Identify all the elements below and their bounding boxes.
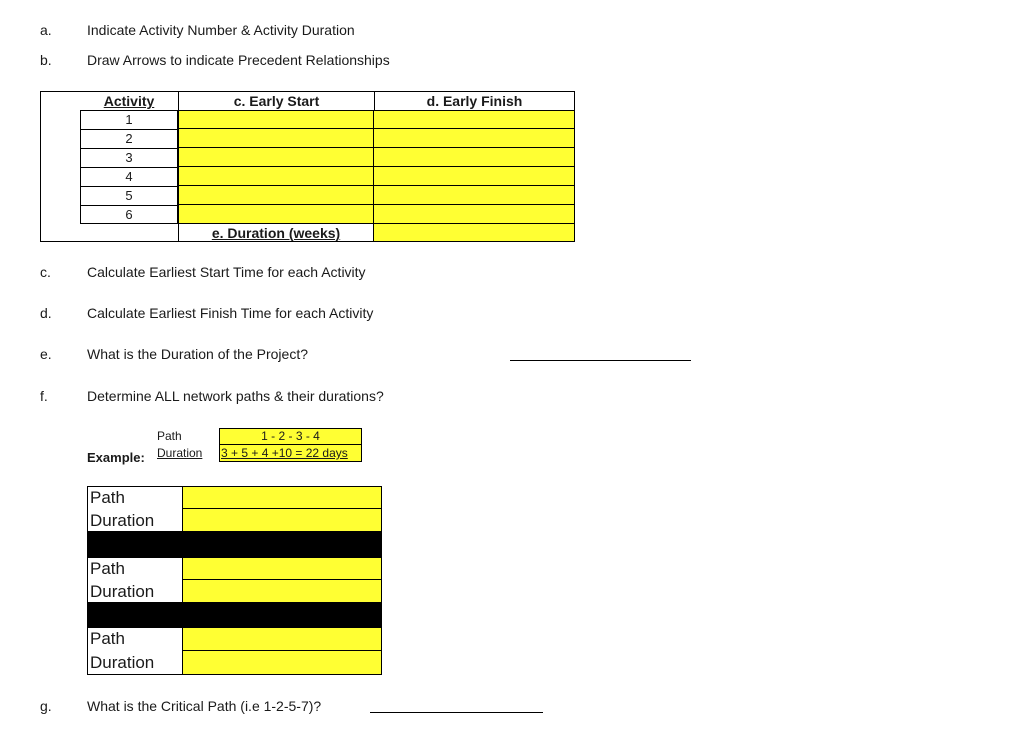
item-e-letter: e.	[40, 346, 52, 362]
duration-label: e. Duration (weeks)	[178, 224, 374, 242]
early-start-cell[interactable]	[178, 110, 374, 129]
project-duration-blank[interactable]	[510, 360, 691, 361]
duration-label: Duration	[90, 511, 155, 530]
path-answer-cell[interactable]	[182, 557, 382, 580]
early-start-cell[interactable]	[178, 205, 374, 224]
item-g-text: What is the Critical Path (i.e 1-2-5-7)?	[87, 698, 322, 714]
early-finish-cell[interactable]	[374, 205, 575, 224]
early-start-cell[interactable]	[178, 186, 374, 205]
path-label: Path	[90, 629, 125, 648]
item-e-text: What is the Duration of the Project?	[87, 346, 308, 362]
early-finish-cell[interactable]	[374, 110, 575, 129]
separator-bar	[87, 532, 382, 557]
early-start-cell[interactable]	[178, 148, 374, 167]
activity-number: 3	[80, 148, 178, 166]
early-start-cell[interactable]	[178, 167, 374, 186]
activity-number: 2	[80, 129, 178, 147]
example-path-label: Path	[157, 429, 182, 443]
path-label: Path	[90, 488, 125, 507]
item-f-letter: f.	[40, 388, 48, 404]
item-c-text: Calculate Earliest Start Time for each Activity	[87, 264, 366, 280]
duration-answer-cell[interactable]	[374, 224, 575, 242]
duration-answer-cell[interactable]	[182, 651, 382, 675]
duration-answer-cell[interactable]	[182, 509, 382, 532]
item-b-text: Draw Arrows to indicate Precedent Relationships	[87, 52, 390, 68]
example-label: Example:	[87, 450, 145, 465]
example-path-value: 1 - 2 - 3 - 4	[261, 429, 320, 443]
activity-number: 5	[80, 186, 178, 204]
example-duration-value: 3 + 5 + 4 +10 = 22 days	[221, 446, 348, 460]
header-early-finish: d. Early Finish	[374, 92, 574, 110]
critical-path-blank[interactable]	[370, 712, 543, 713]
early-finish-cell[interactable]	[374, 148, 575, 167]
item-d-text: Calculate Earliest Finish Time for each Activity	[87, 305, 374, 321]
item-a-letter: a.	[40, 22, 52, 38]
example-duration-label: Duration	[157, 446, 203, 460]
path-answer-cell[interactable]	[182, 627, 382, 651]
header-early-start: c. Early Start	[178, 92, 374, 110]
item-d-letter: d.	[40, 305, 52, 321]
early-finish-cell[interactable]	[374, 129, 575, 148]
early-finish-cell[interactable]	[374, 167, 575, 186]
path-label: Path	[90, 559, 125, 578]
header-activity: Activity	[103, 93, 155, 109]
early-finish-cell[interactable]	[374, 186, 575, 205]
item-f-text: Determine ALL network paths & their durations?	[87, 388, 384, 404]
duration-answer-cell[interactable]	[182, 580, 382, 603]
item-a-text: Indicate Activity Number & Activity Duration	[87, 22, 355, 38]
activity-number: 1	[125, 112, 133, 127]
early-start-cell[interactable]	[178, 129, 374, 148]
item-g-letter: g.	[40, 698, 52, 714]
separator-bar	[87, 603, 382, 627]
activity-number: 4	[80, 167, 178, 185]
path-answer-cell[interactable]	[182, 486, 382, 509]
duration-label: Duration	[90, 653, 155, 672]
item-c-letter: c.	[40, 264, 51, 280]
example-divider	[219, 444, 362, 445]
activity-table	[40, 91, 575, 242]
activity-number: 6	[80, 205, 178, 223]
duration-label: Duration	[90, 582, 155, 601]
item-b-letter: b.	[40, 52, 52, 68]
